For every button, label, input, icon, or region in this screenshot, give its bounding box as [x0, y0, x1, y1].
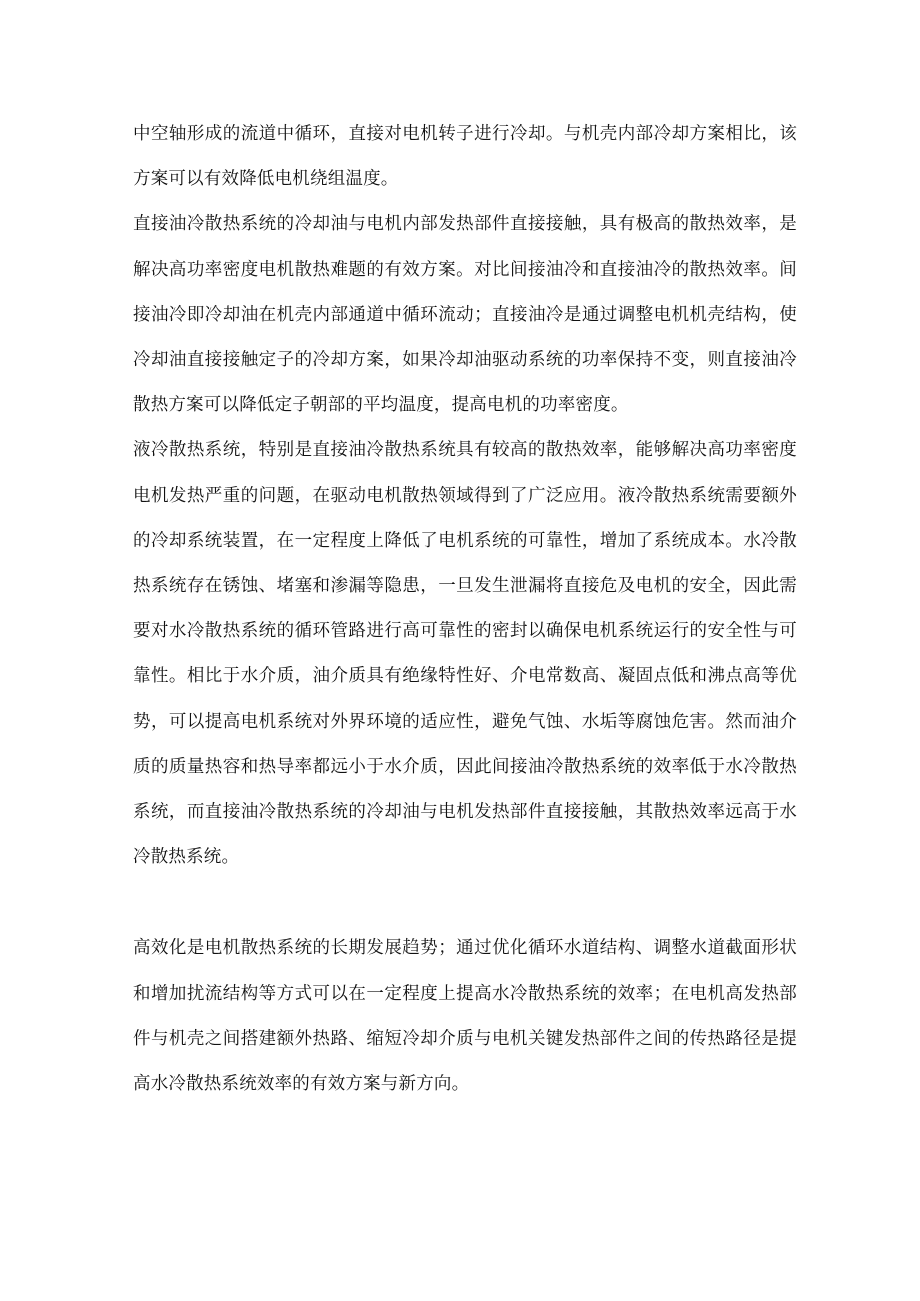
- paragraph-1: 中空轴形成的流道中循环，直接对电机转子进行冷却。与机壳内部冷却方案相比，该方案可以有效降低电机绕组温度。: [133, 124, 797, 190]
- paragraph-3: 液冷散热系统，特别是直接油冷散热系统具有较高的散热效率，能够解决高功率密度电机发热严重的问题，在驱动电机散热领域得到了广泛应用。液冷散热系统需要额外的冷却系统装置，在一定程度上降低了电机系统的可靠性，增加了系统成本。水冷散热系统存在锈蚀、堵塞和渗漏等隐患，一旦发生泄漏将直接危及电机的安全，因此需要对水冷散热系统的循环管路进行高可靠性的密封以确保电机系统运行的安全性与可靠性。相比于水介质，油介质具有绝缘特性好、介电常数高、凝固点低和沸点高等优势，可以提高电机系统对外界环境的适应性，避免气蚀、水垢等腐蚀危害。然而油介质的质量热容和热导率都远小于水介质，因此间接油冷散热系统的效率低于水冷散热系统，而直接油冷散热系统的冷却油与电机发热部件直接接触，其散热效率远高于水冷散热系统。: [133, 440, 797, 868]
- paragraph-2: 直接油冷散热系统的冷却油与电机内部发热部件直接接触，具有极高的散热效率，是解决高功率密度电机散热难题的有效方案。对比间接油冷和直接油冷的散热效率。间接油冷即冷却油在机壳内部通道中循环流动；直接油冷是通过调整电机机壳结构，使冷却油直接接触定子的冷却方案，如果冷却油驱动系统的功率保持不变，则直接油冷散热方案可以降低定子朝部的平均温度，提高电机的功率密度。: [133, 214, 797, 416]
- paragraph-spacer: [133, 880, 797, 926]
- paragraph-4: 高效化是电机散热系统的长期发展趋势；通过优化循环水道结构、调整水道截面形状和增加扰流结构等方式可以在一定程度上提高水冷散热系统的效率；在电机高发热部件与机壳之间搭建额外热路、缩短冷却介质与电机关键发热部件之间的传热路径是提高水冷散热系统效率的有效方案与新方向。: [133, 938, 797, 1095]
- document-body: [133, 112, 797, 1107]
